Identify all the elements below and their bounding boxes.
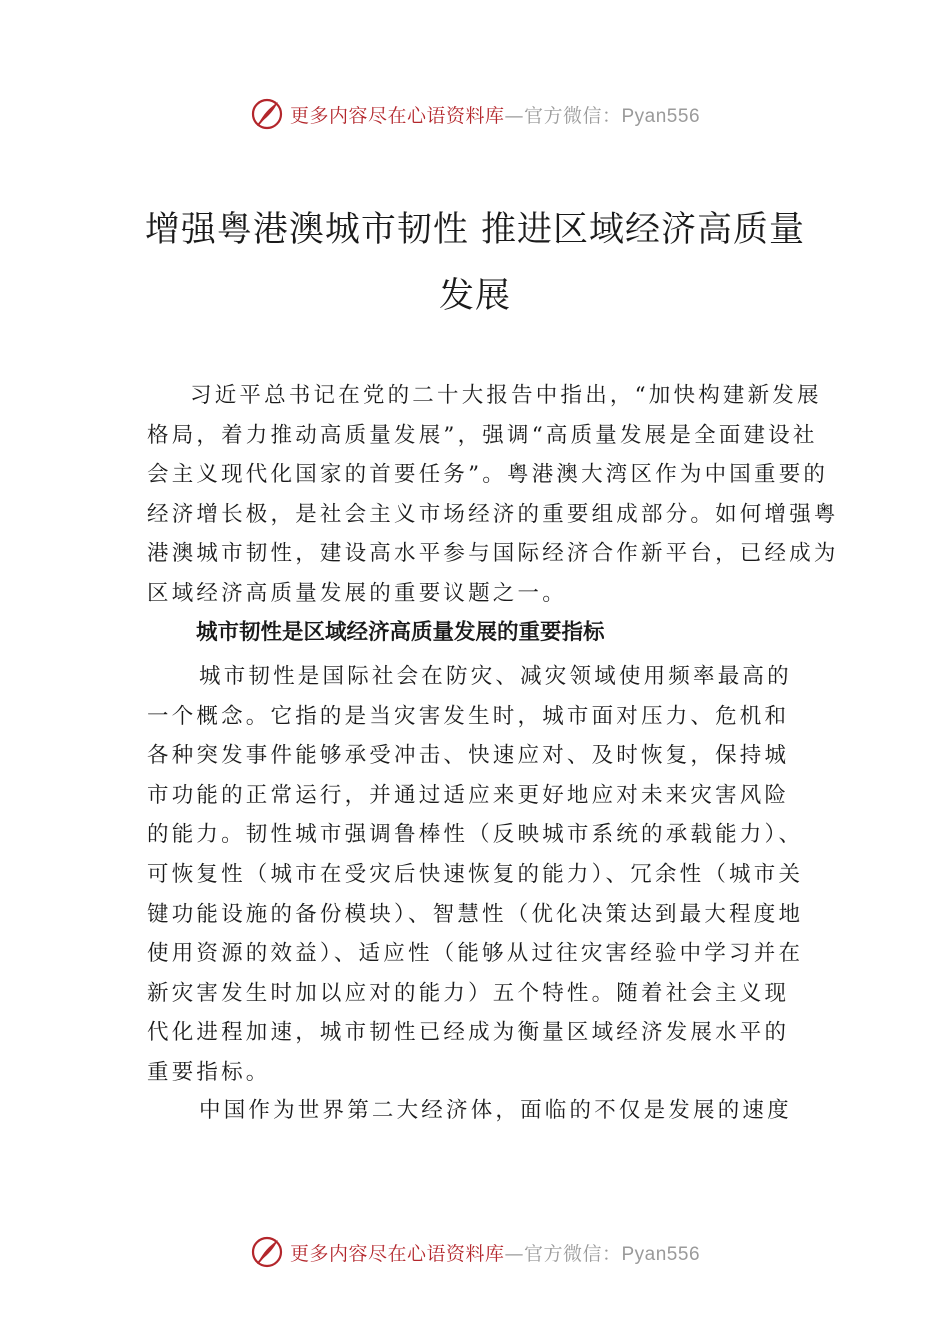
watermark-text: [290, 1239, 700, 1266]
footer-watermark: [0, 1232, 950, 1272]
watermark-prefix: 更多内容尽在心语资料库: [289, 104, 505, 127]
section-heading: 城市韧性是区域经济高质量发展的重要指标: [196, 620, 605, 645]
paragraph-china-economy: 中国作为世界第二大经济体，面临的不仅是发展的速度: [199, 1098, 792, 1123]
header-watermark: [0, 94, 950, 134]
document-title-line-1: 增强粤港澳城市韧性 推进区域经济高质量: [144, 210, 806, 250]
watermark-wechat-id: Pyan556: [621, 105, 701, 127]
document-title-line-2: 发展: [438, 276, 511, 316]
watermark-dash: —: [504, 104, 524, 127]
watermark-dash: —: [504, 1242, 524, 1265]
watermark-text: [290, 101, 700, 128]
feather-quill-logo-icon: [250, 97, 284, 131]
watermark-wechat-id: Pyan556: [621, 1243, 701, 1265]
paragraph-resilience-definition: 城市韧性是国际社会在防灾、减灾领域使用频率最高的一个概念。它指的是当灾害发生时，城市面对压力、危机和各种突发事件能够承受冲击、快速应对、及时恢复，保持城市功能的正常运行，并通过适应来更好地应对未来灾害风险的能力。韧性城市强调鲁棒性（反映城市系统的承载能力）、可恢复性（城市在受灾后快速恢复的能力）、冗余性（城市关键功能设施的备份模块）、智慧性（优化决策达到最大程度地使用资源的效益）、适应性（能够从过往灾害经验中学习并在新灾害发生时加以应对的能力）五个特性。随着社会主义现代化进程加速，城市韧性已经成为衡量区域经济发展水平的重要指标。: [147, 664, 804, 1085]
watermark-prefix: 更多内容尽在心语资料库: [289, 1242, 505, 1265]
watermark-wechat-label: 官方微信：: [523, 1242, 622, 1265]
paragraph-intro: 习近平总书记在党的二十大报告中指出，“加快构建新发展格局，着力推动高质量发展”，强调“高质量发展是全面建设社会主义现代化国家的首要任务”。粤港澳大湾区作为中国重要的经济增长极，是社会主义市场经济的重要组成部分。如何增强粤港澳城市韧性，建设高水平参与国际经济合作新平台，已经成为区域经济高质量发展的重要议题之一。: [147, 383, 839, 606]
feather-quill-logo-icon: [250, 1235, 284, 1269]
watermark-wechat-label: 官方微信：: [523, 104, 622, 127]
